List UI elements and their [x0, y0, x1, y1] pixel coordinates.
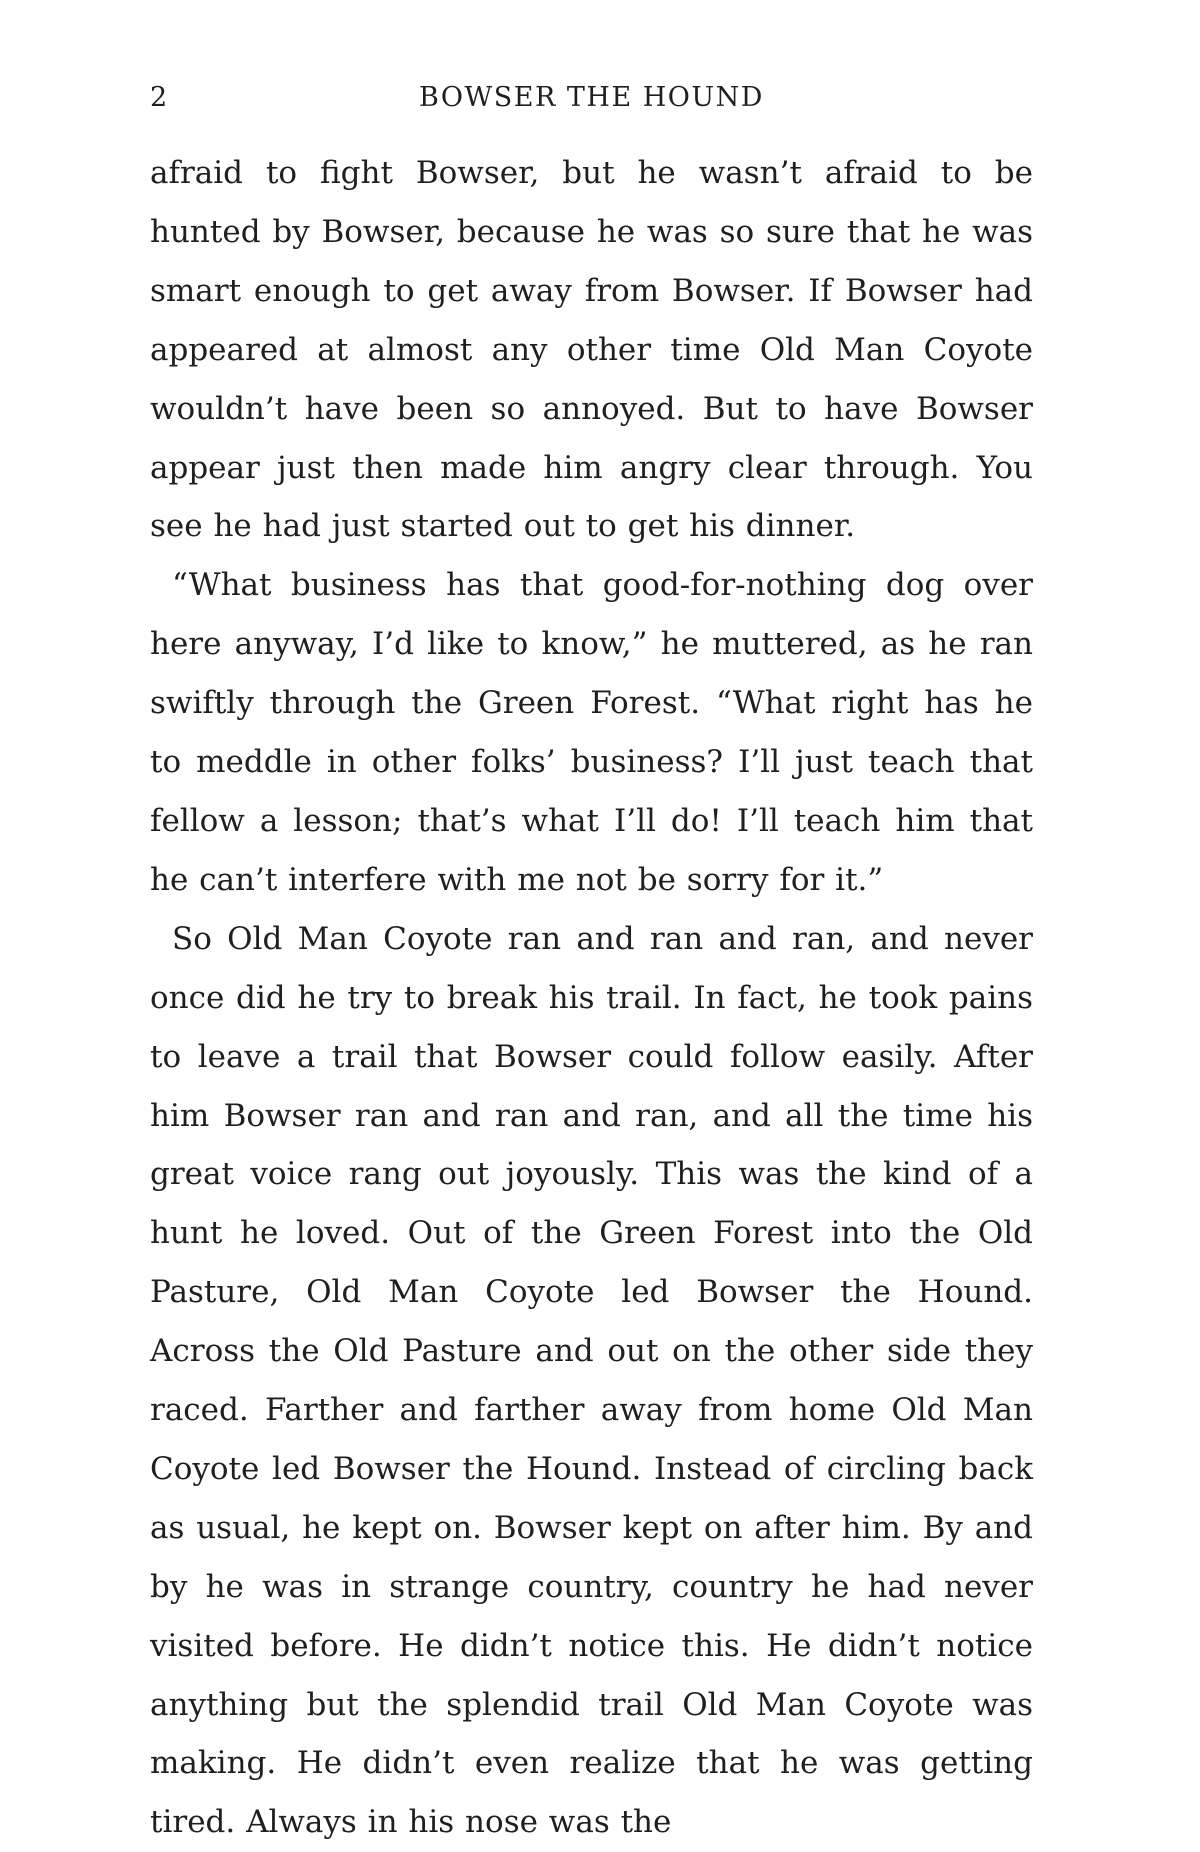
paragraph-continued: afraid to fight Bowser, but he wasn’t afraid to be hunted by Bowser, because he was so sure that he was smart enough to get away from Bowser. If Bowser had appeared at almost any other time Old Man Coyote wouldn’t have been so annoyed. But to have Bowser appear just then made him angry clear through. You see he had just started out to get his dinner.	[150, 155, 1033, 545]
book-page	[150, 78, 1033, 1852]
body-text	[150, 144, 1033, 1852]
paragraph-chase: So Old Man Coyote ran and ran and ran, and never once did he try to break his trail. In fact, he took pains to leave a trail that Bowser could follow easily. After him Bowser ran and ran and ran, and all the time his great voice rang out joyously. This was the kind of a hunt he loved. Out of the Green Forest into the Old Pasture, Old Man Coyote led Bowser the Hound. Across the Old Pasture and out on the other side they raced. Farther and farther away from home Old Man Coyote led Bowser the Hound. Instead of circling back as usual, he kept on. Bowser kept on after him. By and by he was in strange country, country he had never visited before. He didn’t notice this. He didn’t notice anything but the splendid trail Old Man Coyote was making. He didn’t even realize that he was getting tired. Always in his nose was the	[150, 920, 1033, 1841]
running-title: BOWSER THE HOUND	[419, 82, 764, 113]
page-number: 2	[150, 82, 168, 113]
running-head	[150, 78, 1033, 118]
paragraph-dialogue: “What business has that good-for-nothing dog over here anyway, I’d like to know,” he muttered, as he ran swiftly through the Green Forest. “What right has he to meddle in other folks’ business? I’ll just teach that fellow a lesson; that’s what I’ll do! I’ll teach him that he can’t interfere with me not be sorry for it.”	[150, 567, 1033, 898]
